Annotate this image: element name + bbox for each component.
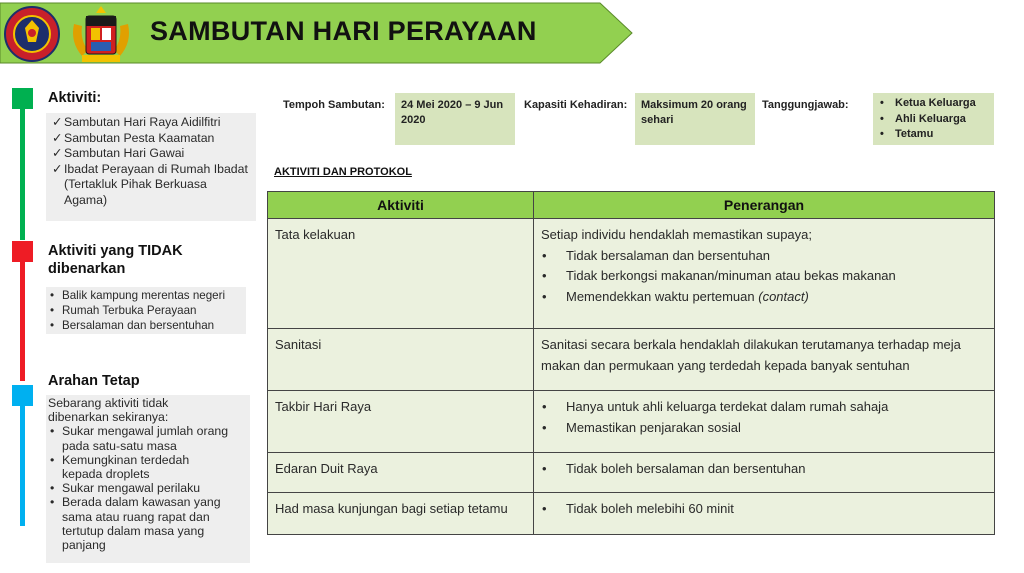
check-icon: ✓ [52,161,63,176]
table-cell: • Tidak boleh melebihi 60 minit [534,493,995,535]
aktiviti-panel [46,113,256,221]
check-icon: ✓ [52,146,63,161]
column-header-penerangan: Penerangan [534,192,995,219]
bullet-icon: • [542,268,547,283]
table-caption: AKTIVITI DAN PROTOKOL [274,166,412,178]
tempoh-value: 24 Mei 2020 – 9 Jun 2020 [395,93,515,145]
table-cell: Tata kelakuan [268,219,534,329]
table-cell: Sanitasi secara berkala hendaklah dilakukan terutamanya terhadap meja makan dan permukaan yang terdedah kepada banyak sentuhan [534,329,995,391]
bullet-icon: • [50,495,55,510]
police-logo [4,6,60,62]
bullet-icon: • [542,247,547,263]
arahan-tetap-panel [46,395,250,563]
table-cell: Edaran Duit Raya [268,453,534,493]
bullet-icon: • [50,481,55,496]
tanggungjawab-label: Tanggungjawab: [762,99,849,111]
list-item: ✓ Sambutan Hari Gawai [52,146,185,161]
bullet-icon: • [880,128,884,140]
list-item: ✓ Sambutan Hari Raya Aidilfitri [52,115,221,129]
bullet-icon: • [50,424,55,439]
tidak-dibenarkan-panel [46,287,246,334]
protocol-table [267,191,995,535]
list-item: ✓ Ibadat Perayaan di Rumah Ibadat (Tertakluk Pihak Berkuasa Agama) [52,161,248,207]
bullet-icon: • [50,304,55,317]
red-timeline [20,258,25,381]
list-item: • Berada dalam kawasan yang sama atau ruang rapat dan tertutup dalam masa yang panjang [50,495,221,553]
blue-timeline [20,402,25,526]
bullet-icon: • [880,112,884,125]
green-marker [12,88,33,109]
blue-marker [12,385,33,406]
coat-of-arms-logo [68,4,134,64]
list-item: • Sukar mengawal perilaku [50,481,201,496]
table-cell: • Tidak boleh bersalaman dan bersentuhan [534,453,995,493]
table-cell: Setiap individu hendaklah memastikan supaya; • Tidak bersalaman dan bersentuhan • Tidak berkongsi makanan/minuman atau bekas makanan • Memendekkan waktu pertemuan (contact) [534,219,995,329]
list-item: • Balik kampung merentas negeri [50,289,226,302]
kapasiti-label: Kapasiti Kehadiran: [524,99,628,111]
list-item: • Sukar mengawal jumlah orang pada satu-satu masa [50,424,229,453]
table-row [268,493,995,535]
list-item: • Kemungkinan terdedah kepada droplets [50,452,190,482]
table-row [268,453,995,493]
bullet-icon: • [542,501,547,516]
tanggungjawab-box [873,93,994,145]
bullet-icon: • [880,97,884,109]
table-cell: Takbir Hari Raya [268,391,534,453]
table-row [268,391,995,453]
page-title: SAMBUTAN HARI PERAYAAN [150,16,537,46]
list-item: • Rumah Terbuka Perayaan [50,304,197,317]
list-item: ✓ Sambutan Pesta Kaamatan [52,130,215,145]
bullet-icon: • [542,419,547,435]
bullet-icon: • [542,461,547,476]
bullet-icon: • [542,399,547,414]
green-timeline [20,106,25,240]
red-marker [12,241,33,262]
list-item: • Ketua Keluarga [875,96,992,112]
arahan-intro: Sebarang aktiviti tidak dibenarkan sekiranya: [48,396,169,425]
section-title-aktiviti: Aktiviti: [48,90,102,106]
bullet-icon: • [542,288,547,304]
check-icon: ✓ [52,115,63,129]
table-cell: • Hanya untuk ahli keluarga terdekat dalam rumah sahaja • Memastikan penjarakan sosial [534,391,995,453]
table-row [268,219,995,329]
section-title-arahan-tetap: Arahan Tetap [48,373,140,389]
column-header-aktiviti: Aktiviti [268,192,534,219]
table-row [268,329,995,391]
bullet-icon: • [50,289,55,302]
tempoh-label: Tempoh Sambutan: [283,99,385,111]
table-cell: Sanitasi [268,329,534,391]
bullet-icon: • [50,319,55,332]
table-header-row [268,192,995,219]
table-cell: Had masa kunjungan bagi setiap tetamu [268,493,534,535]
section-title-tidak-dibenarkan: Aktiviti yang TIDAK dibenarkan [48,243,183,277]
kapasiti-value: Maksimum 20 orang sehari [635,93,755,145]
header-banner [0,0,640,66]
bullet-icon: • [50,452,55,467]
list-item: • Ahli Keluarga [875,112,992,128]
list-item: • Bersalaman dan bersentuhan [50,319,215,332]
check-icon: ✓ [52,130,63,145]
list-item: • Tetamu [875,127,992,143]
